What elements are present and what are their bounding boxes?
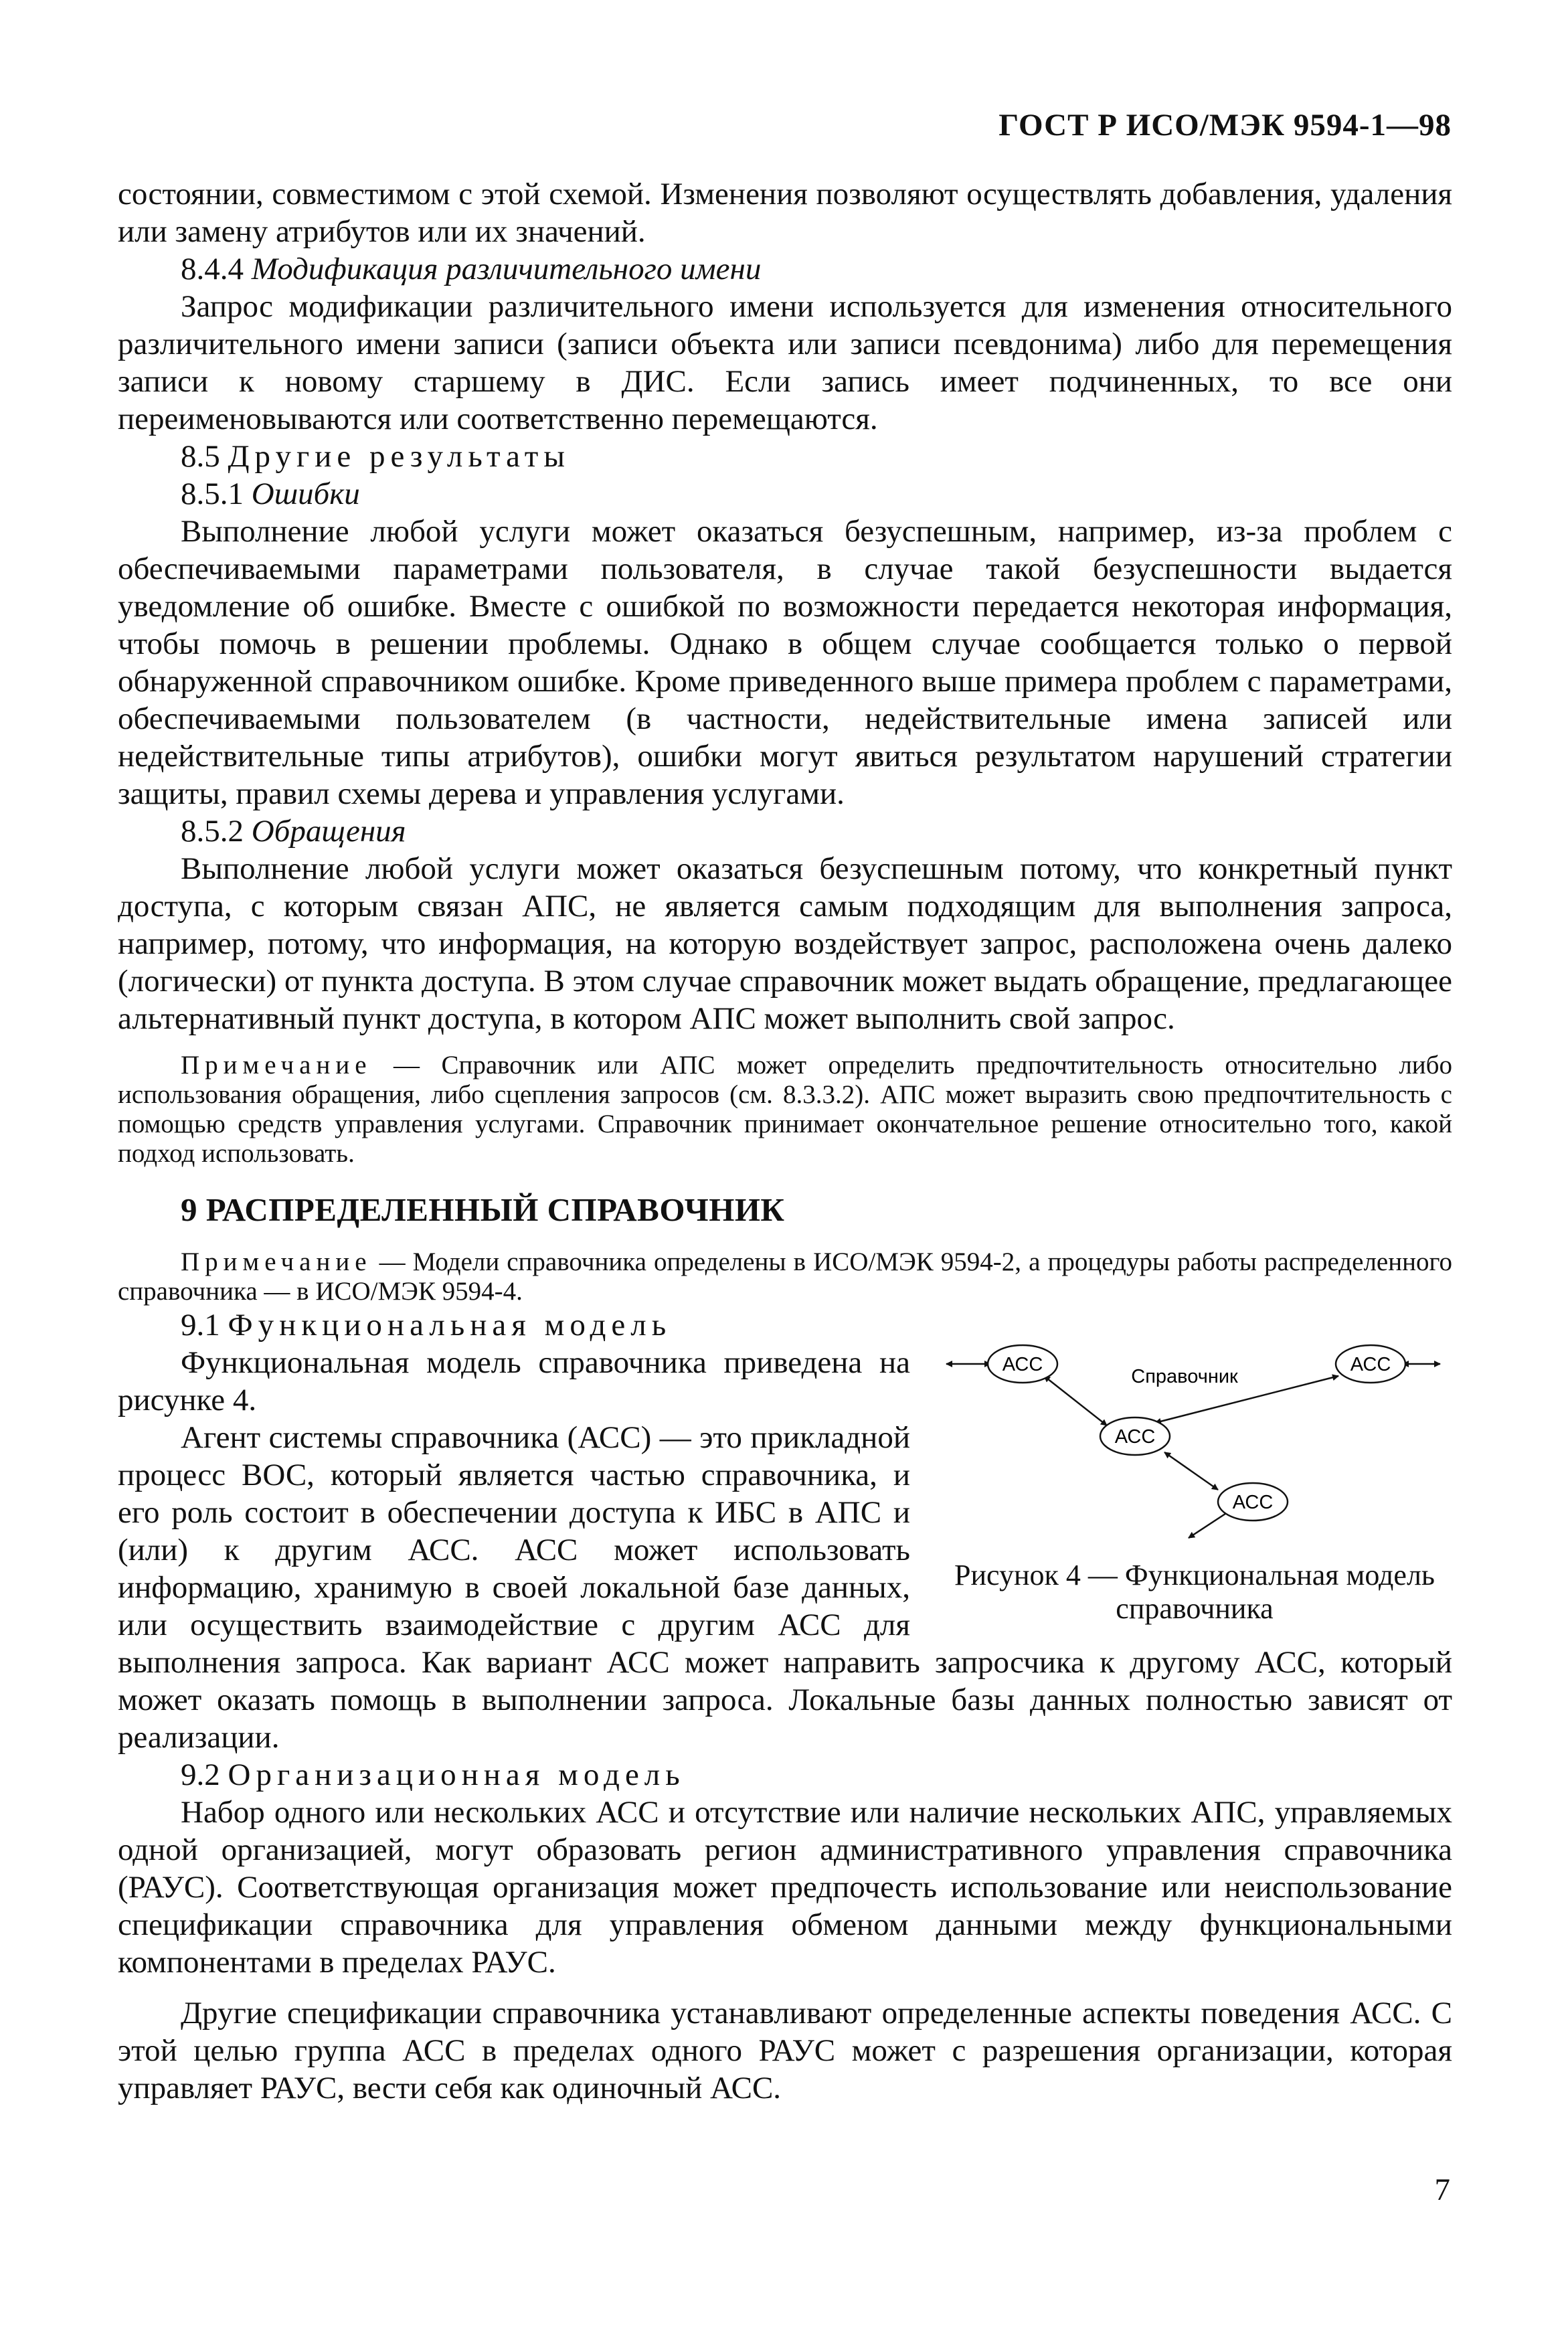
arrow-center-bottom <box>1164 1452 1218 1490</box>
directory-label: Справочник <box>1131 1366 1238 1387</box>
paragraph: Выполнение любой услуги может оказаться безуспешным, например, из-за проблем с обеспечиваемыми параметрами пользователя, в случае такой безуспешности выдается уведомление об ошибке. Вместе с ошибкой по возможности передается некоторая информация, чтобы помочь в решении проблемы. Однако в общем случае сообщается только о первой обнаруженной справочником ошибке. Кроме приведенного выше примера проблем с параметрами, обеспечиваемыми пользователем (в частности, недействительные имена записей или недействительные типы атрибутов), ошибки могут явиться результатом нарушений стратегии защиты, правил схемы дерева и управления услугами. <box>118 514 1452 811</box>
subsection-number: 8.4.4 <box>181 252 244 286</box>
subsection-title: Другие результаты <box>228 439 570 474</box>
subsection-title: Обращения <box>251 814 406 849</box>
dsa-node-center <box>1100 1417 1170 1455</box>
note <box>118 1051 1452 1169</box>
paragraph: Набор одного или нескольких АСС и отсутствие или наличие нескольких АПС, управляемых одной организацией, могут образовать регион административного управления справочника (РАУС). Соответствующая организация может предпочесть использование или неиспользование спецификации справочника для управления обменом данными между функциональными компонентами в пределах РАУС. <box>118 1795 1452 1980</box>
subsection-number: 9.1 <box>181 1308 220 1343</box>
arrow-dsa-left-center <box>1044 1376 1107 1426</box>
dsa-label: АСС <box>1114 1426 1156 1448</box>
note-label: Примечание <box>181 1051 372 1080</box>
subsection-number: 8.5.1 <box>181 477 244 511</box>
note-text: — Справочник или АПС может определить предпочтительность относительно либо использования обращения, либо сцепления запросов (см. 8.3.3.2). АПС может выразить свою предпочтительность с помощью средств управления услугами. Справочник принимает окончательное решение относительно того, какой подход использовать. <box>118 1051 1452 1168</box>
dsa-label: АСС <box>1350 1354 1391 1375</box>
paragraph: состоянии, совместимом с этой схемой. Изменения позволяют осуществлять добавления, удаления или замену атрибутов или их значений. <box>118 177 1452 249</box>
subsection-title: Функциональная модель <box>228 1308 672 1343</box>
functional-model-diagram <box>937 1344 1452 1545</box>
dsa-node-bottom <box>1218 1483 1288 1521</box>
subsection-title: Организационная модель <box>228 1757 685 1792</box>
page-number: 7 <box>1434 2172 1450 2207</box>
paragraph: Агент системы справочника (АСС) — это прикладной процесс ВОС, который является частью справочника, и его роль состоит в обеспечении доступа к ИБС в АПС и (или) к другим АСС. АСС может использовать информацию, хранимую в своей локальной базе данных, или осуществить взаимодействие с другим АСС для выполнения запроса. Как вариант АСС может направить запросчика к другому АСС, который может оказать помощь в выполнении запроса. Локальные базы данных полностью зависят от реализации. <box>118 1420 1452 1755</box>
subsection-8-5 <box>118 438 1452 475</box>
subsection-8-5-2 <box>118 812 1452 850</box>
subsection-8-4-4 <box>118 250 1452 288</box>
subsection-title: Ошибки <box>251 477 360 511</box>
dsa-node-left <box>988 1345 1057 1383</box>
figure-caption: Рисунок 4 — Функциональная модель справочника <box>954 1559 1435 1625</box>
subsection-8-5-1 <box>118 475 1452 513</box>
document-header: ГОСТ Р ИСО/МЭК 9594-1—98 <box>998 108 1452 143</box>
note <box>118 1247 1452 1306</box>
paragraph: Другие спецификации справочника устанавливают определенные аспекты поведения АСС. С этой целью группа АСС в пределах одного РАУС может с разрешения организации, которая управляет РАУС, вести себя как одиночный АСС. <box>118 1996 1452 2105</box>
subsection-number: 8.5.2 <box>181 814 244 849</box>
subsection-title: Модификация различительного имени <box>251 252 762 286</box>
subsection-number: 9.2 <box>181 1757 220 1792</box>
section-title: 9 РАСПРЕДЕЛЕННЫЙ СПРАВОЧНИК <box>181 1191 785 1228</box>
subsection-9-2 <box>118 1756 1452 1794</box>
note-text: — Модели справочника определены в ИСО/МЭК 9594-2, а процедуры работы распределенного справочника — в ИСО/МЭК 9594-4. <box>118 1247 1452 1306</box>
subsection-9-1 <box>118 1306 1452 1344</box>
paragraph: Запрос модификации различительного имени используется для изменения относительного различительного имени записи (записи объекта или записи псевдонима) либо для перемещения записи к новому старшему в ДИС. Если запись имеет подчиненных, то все они переименовываются или соответственно перемещаются. <box>118 289 1452 436</box>
paragraph: Функциональная модель справочника приведена на рисунке 4. <box>118 1345 910 1417</box>
dsa-label: АСС <box>1232 1492 1274 1513</box>
dsa-label: АСС <box>1002 1354 1043 1375</box>
document-body <box>118 175 1452 2107</box>
note-label: Примечание <box>181 1247 372 1276</box>
figure-4 <box>937 1344 1452 1626</box>
dsa-node-right <box>1336 1345 1405 1383</box>
subsection-number: 8.5 <box>181 439 220 474</box>
paragraph: Выполнение любой услуги может оказаться безуспешным потому, что конкретный пункт доступа, с которым связан АПС, не является самым подходящим для выполнения запроса, например, потому, что информация, на которую воздействует запрос, расположена очень далеко (логически) от пункта доступа. В этом случае справочник может выдать обращение, предлагающее альтернативный пункт доступа, в котором АПС может выполнить свой запрос. <box>118 851 1452 1036</box>
